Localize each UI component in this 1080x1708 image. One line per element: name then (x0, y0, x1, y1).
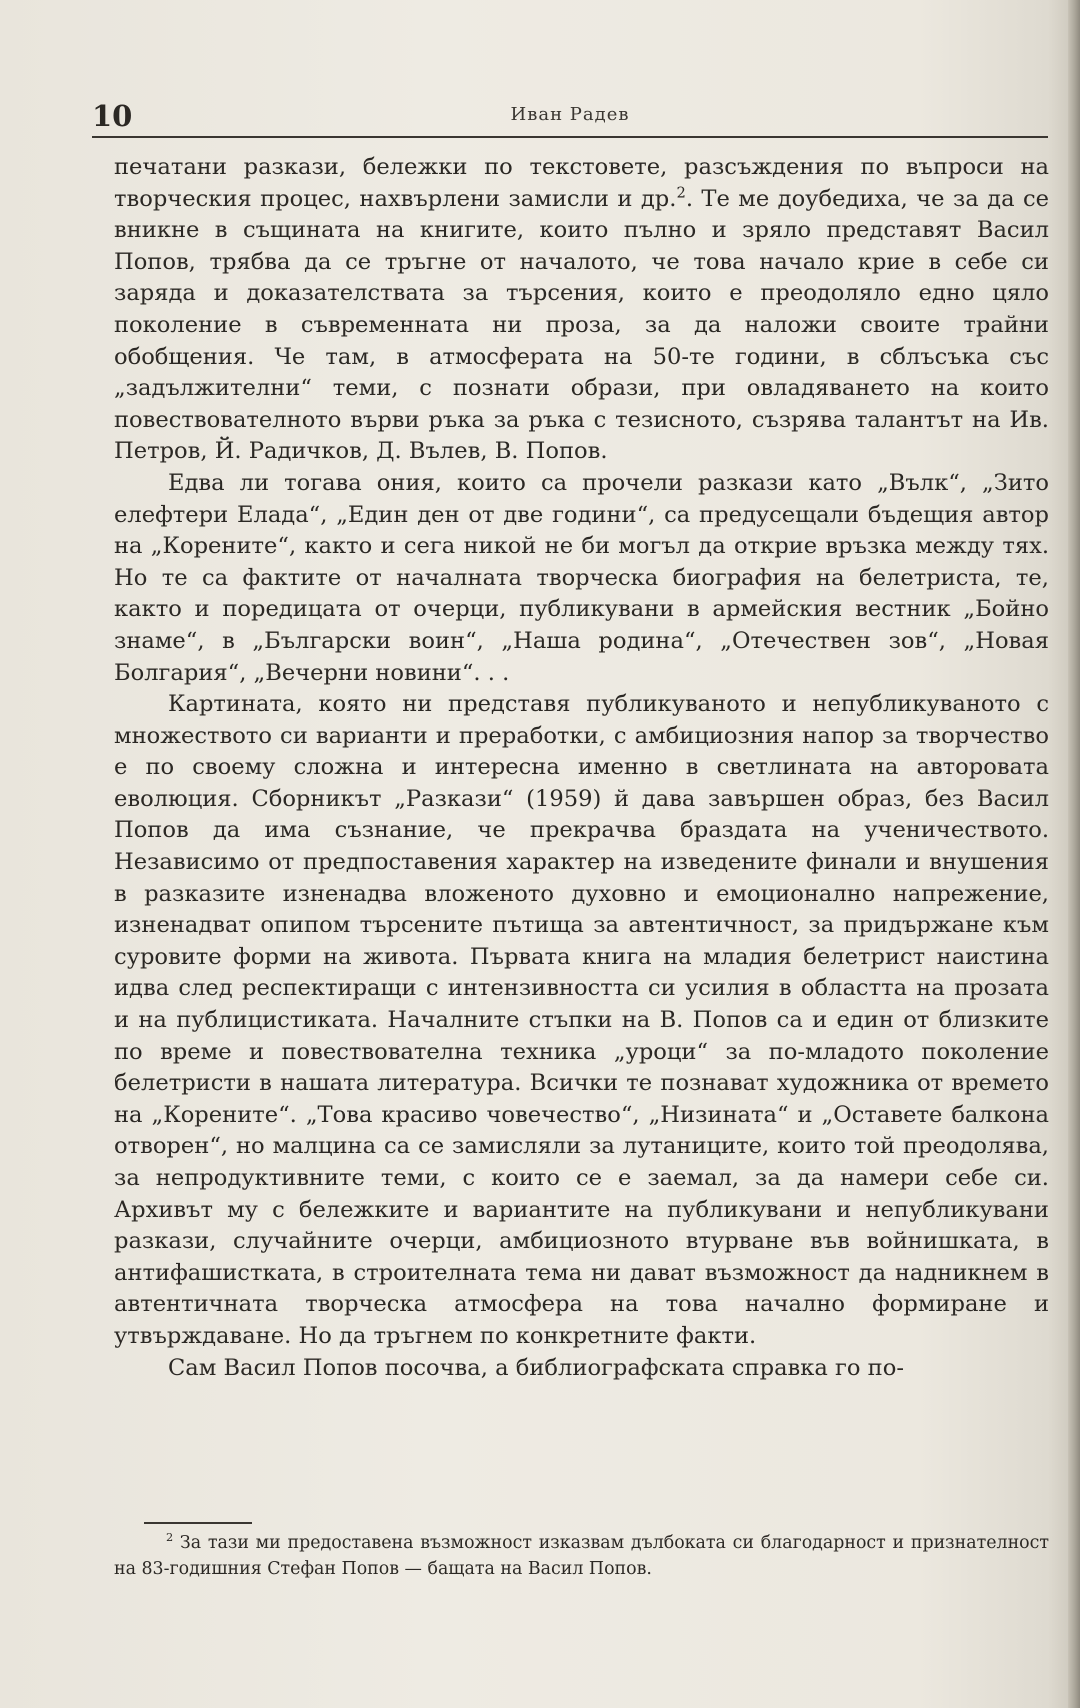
running-head-author: Иван Радев (510, 104, 630, 125)
header-rule (92, 136, 1048, 138)
page-edge-shadow (1068, 0, 1080, 1708)
footnote-marker: 2 (166, 1531, 174, 1545)
footnote (114, 1530, 1049, 1582)
footnote-reference: 2 (676, 184, 686, 202)
paragraph-4: Сам Васил Попов посочва, а библиографската справка го по- (168, 1354, 904, 1381)
paragraph-1 (114, 152, 1049, 468)
page-number: 10 (92, 99, 133, 133)
footnote-rule (144, 1522, 252, 1524)
paragraph-1-text: печатани разкази, бележки по текстовете, разсъждения по въпроси на творческия процес, нахвърлени замисли и др. (114, 154, 1049, 212)
page-header (92, 96, 1048, 136)
body-text (114, 152, 1049, 1384)
paragraph-1-continuation: . Те ме доубедиха, че за да се вникне в същината на книгите, които пълно и зряло представят Васил Попов, трябва да се тръгне от началото, че това начало крие в себе си заряда и доказателствата за търсения, които е преодоляло едно цяло поколение в съвременната ни проза, за да наложи своите трайни обобщения. Че там, в атмосферата на 50-те години, в сблъсъка със „задължителни“ теми, с познати образи, при овладяването на които повествователното върви ръка за ръка с тезисното, съзрява талантът на Ив. Петров, Й. Радичков, Д. Вълев, В. Попов. (114, 185, 1050, 465)
footnote-text: За тази ми предоставена възможност изказвам дълбоката си благодарност и признателност на 83-годишния Стефан Попов — бащата на Васил Попов. (114, 1533, 1049, 1579)
paragraph-3: Картината, която ни представя публикуваното и непубликуваното с множеството си варианти и преработки, с амбициозния напор за творчество е по своему сложна и интересна именно в светлината на авторовата еволюция. Сборникът „Разкази“ (1959) й дава завършен образ, без Васил Попов да има съзнание, че прекрачва браздата на ученичеството. Независимо от предпоставения характер на изведените финали и внушения в разказите изненадва вложеното духовно и емоционално напрежение, изненадват опипом търсените пътища за автентичност, за придържане към суровите форми на живота. Първата книга на младия белетрист наистина идва след респектиращи с интензивността си усилия в областта на прозата и на публицистиката. Началните стъпки на В. Попов са и един от близките по време и повествователна техника „уроци“ за по-младото поколение белетристи в нашата литература. Всички те познават художника от времето на „Корените“. „Това красиво човечество“, „Низината“ и „Оставете балкона отворен“, но малцина са се замисляли за лутаниците, които той преодолява, за непродуктивните теми, с които се е заемал, за да намери себе си. Архивът му с бележките и вариантите на публикувани и непубликувани разкази, случайните очерци, амбициозното втурване във войнишката, в антифашистката, в строителната тема ни дават възможност да надникнем в автентичната творческа атмосфера на това начално формиране и утвърждаване. Но да тръгнем по конкретните факти. (114, 691, 1049, 1349)
paragraph-2: Едва ли тогава ония, които са прочели разкази като „Вълк“, „Зито елефтери Елада“, „Един ден от две години“, са предусещали бъдещия автор на „Корените“, както и сега никой не би могъл да открие връзка между тях. Но те са фактите от началната творческа биография на белетриста, те, както и поредицата от очерци, публикувани в армейския вестник „Бойно знаме“, в „Български воин“, „Наша родина“, „Отечествен зов“, „Новая Болгария“, „Вечерни новини“. . . (114, 469, 1049, 686)
